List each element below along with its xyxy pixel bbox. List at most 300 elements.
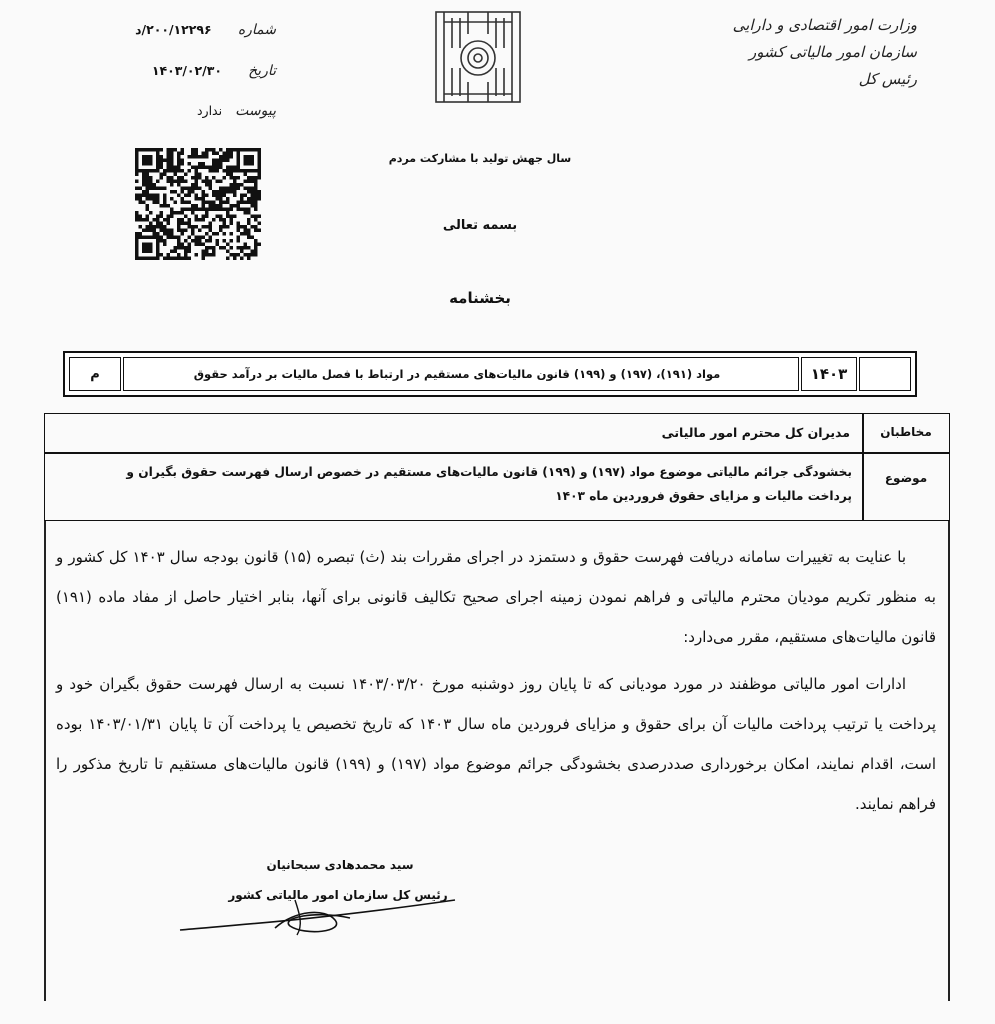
qr-module bbox=[188, 187, 192, 191]
qr-module bbox=[251, 201, 255, 205]
qr-module bbox=[205, 250, 209, 254]
qr-module bbox=[233, 257, 237, 261]
qr-module bbox=[254, 187, 258, 191]
qr-module bbox=[195, 253, 199, 257]
qr-module bbox=[135, 194, 139, 198]
qr-module bbox=[135, 215, 139, 219]
qr-module bbox=[170, 155, 174, 159]
qr-module bbox=[205, 215, 209, 219]
qr-module bbox=[163, 194, 167, 198]
qr-module bbox=[170, 152, 174, 156]
date-row bbox=[128, 63, 276, 79]
qr-module bbox=[184, 250, 188, 254]
qr-module bbox=[142, 176, 146, 180]
qr-module bbox=[177, 229, 181, 233]
qr-module bbox=[233, 169, 237, 173]
qr-module bbox=[212, 246, 216, 250]
qr-module bbox=[195, 187, 199, 191]
qr-module bbox=[139, 201, 143, 205]
qr-module bbox=[254, 208, 258, 212]
qr-module bbox=[212, 253, 216, 257]
qr-module bbox=[156, 197, 160, 201]
qr-module bbox=[237, 229, 241, 233]
qr-module bbox=[230, 215, 234, 219]
qr-module bbox=[135, 211, 139, 215]
qr-module bbox=[244, 243, 248, 247]
qr-module bbox=[202, 243, 206, 247]
qr-module bbox=[198, 236, 202, 240]
qr-module bbox=[212, 176, 216, 180]
qr-module bbox=[258, 229, 262, 233]
qr-module bbox=[212, 201, 216, 205]
qr-module bbox=[212, 152, 216, 156]
qr-module bbox=[153, 194, 157, 198]
qr-module bbox=[198, 243, 202, 247]
signatory-title: رئیس کل سازمان امور مالیاتی کشور bbox=[228, 888, 448, 902]
qr-module bbox=[233, 187, 237, 191]
qr-module bbox=[216, 194, 220, 198]
qr-module bbox=[216, 215, 220, 219]
qr-module bbox=[177, 243, 181, 247]
qr-module bbox=[230, 232, 234, 236]
qr-module bbox=[191, 190, 195, 194]
qr-module bbox=[198, 239, 202, 243]
ministry-name: وزارت امور اقتصادی و دارایی bbox=[732, 16, 917, 34]
qr-module bbox=[216, 166, 220, 170]
qr-module bbox=[191, 208, 195, 212]
qr-module bbox=[149, 194, 153, 198]
qr-module bbox=[205, 194, 209, 198]
qr-module bbox=[195, 225, 199, 229]
qr-module bbox=[202, 253, 206, 257]
qr-module bbox=[247, 190, 251, 194]
qr-module bbox=[160, 222, 164, 226]
qr-module bbox=[149, 183, 153, 187]
number-row bbox=[128, 22, 276, 38]
qr-module bbox=[184, 201, 188, 205]
qr-module bbox=[240, 250, 244, 254]
qr-module bbox=[160, 253, 164, 257]
qr-module bbox=[247, 229, 251, 233]
qr-module bbox=[209, 204, 213, 208]
qr-module bbox=[163, 197, 167, 201]
qr-module bbox=[247, 208, 251, 212]
qr-module bbox=[167, 236, 171, 240]
qr-module bbox=[254, 246, 258, 250]
qr-module bbox=[247, 257, 251, 261]
qr-module bbox=[219, 208, 223, 212]
qr-module bbox=[216, 169, 220, 173]
addressee-label: مخاطبان bbox=[880, 425, 932, 439]
qr-module bbox=[247, 201, 251, 205]
qr-module bbox=[254, 250, 258, 254]
qr-module bbox=[212, 194, 216, 198]
qr-module bbox=[223, 225, 227, 229]
qr-module bbox=[195, 239, 199, 243]
qr-module bbox=[177, 239, 181, 243]
qr-module bbox=[219, 225, 223, 229]
qr-module bbox=[251, 176, 255, 180]
qr-module bbox=[156, 225, 160, 229]
qr-module bbox=[219, 159, 223, 163]
qr-module bbox=[233, 253, 237, 257]
qr-module bbox=[195, 180, 199, 184]
qr-module bbox=[202, 208, 206, 212]
qr-module bbox=[181, 232, 185, 236]
qr-module bbox=[160, 229, 164, 233]
qr-module bbox=[139, 194, 143, 198]
qr-module bbox=[195, 183, 199, 187]
qr-module bbox=[149, 197, 153, 201]
office-name: رئیس کل bbox=[858, 70, 917, 88]
qr-module bbox=[240, 201, 244, 205]
qr-module bbox=[205, 183, 209, 187]
qr-module bbox=[177, 169, 181, 173]
qr-module bbox=[223, 201, 227, 205]
qr-module bbox=[223, 169, 227, 173]
qr-module bbox=[198, 162, 202, 166]
qr-module bbox=[163, 218, 167, 222]
qr-module bbox=[212, 204, 216, 208]
qr-module bbox=[188, 155, 192, 159]
qr-module bbox=[233, 183, 237, 187]
qr-module bbox=[205, 152, 209, 156]
qr-module bbox=[254, 215, 258, 219]
qr-module bbox=[226, 208, 230, 212]
qr-module bbox=[202, 180, 206, 184]
qr-module bbox=[184, 208, 188, 212]
qr-module bbox=[254, 183, 258, 187]
qr-module bbox=[160, 204, 164, 208]
qr-module bbox=[251, 225, 255, 229]
qr-module bbox=[174, 236, 178, 240]
qr-module bbox=[219, 246, 223, 250]
qr-module bbox=[230, 155, 234, 159]
qr-module bbox=[244, 194, 248, 198]
qr-module bbox=[174, 166, 178, 170]
qr-module bbox=[135, 232, 139, 236]
qr-module bbox=[254, 180, 258, 184]
qr-module bbox=[163, 169, 167, 173]
qr-module bbox=[247, 197, 251, 201]
qr-module bbox=[146, 180, 150, 184]
qr-module bbox=[237, 246, 241, 250]
qr-module bbox=[163, 232, 167, 236]
qr-module bbox=[163, 229, 167, 233]
qr-module bbox=[209, 208, 213, 212]
qr-module bbox=[244, 246, 248, 250]
qr-module bbox=[163, 173, 167, 177]
qr-module bbox=[188, 190, 192, 194]
qr-module bbox=[142, 190, 146, 194]
qr-module bbox=[181, 169, 185, 173]
qr-module bbox=[153, 197, 157, 201]
qr-module bbox=[149, 222, 153, 226]
qr-module bbox=[198, 218, 202, 222]
qr-module bbox=[163, 187, 167, 191]
qr-module bbox=[209, 222, 213, 226]
qr-module bbox=[167, 166, 171, 170]
qr-module bbox=[149, 225, 153, 229]
qr-module bbox=[216, 190, 220, 194]
qr-module bbox=[153, 187, 157, 191]
qr-module bbox=[244, 201, 248, 205]
qr-module bbox=[202, 236, 206, 240]
qr-module bbox=[146, 215, 150, 219]
qr-module bbox=[209, 246, 213, 250]
qr-module bbox=[177, 152, 181, 156]
qr-module bbox=[177, 183, 181, 187]
qr-module bbox=[216, 243, 220, 247]
qr-module bbox=[223, 159, 227, 163]
reference-code: م bbox=[69, 357, 121, 391]
reference-subject bbox=[123, 357, 799, 391]
qr-module bbox=[149, 176, 153, 180]
qr-module bbox=[230, 183, 234, 187]
qr-module bbox=[251, 197, 255, 201]
qr-module bbox=[240, 246, 244, 250]
qr-module bbox=[237, 201, 241, 205]
qr-module bbox=[177, 257, 181, 261]
qr-module bbox=[139, 215, 143, 219]
qr-module bbox=[167, 148, 171, 152]
qr-module bbox=[167, 180, 171, 184]
qr-module bbox=[174, 180, 178, 184]
qr-module bbox=[167, 229, 171, 233]
qr-module bbox=[174, 250, 178, 254]
qr-module bbox=[230, 253, 234, 257]
qr-module bbox=[188, 201, 192, 205]
qr-module bbox=[244, 211, 248, 215]
qr-module bbox=[142, 180, 146, 184]
qr-module bbox=[209, 201, 213, 205]
qr-module bbox=[177, 211, 181, 215]
qr-module bbox=[160, 159, 164, 163]
qr-module bbox=[181, 229, 185, 233]
frame-border-left bbox=[44, 521, 46, 1001]
qr-module bbox=[247, 222, 251, 226]
qr-module bbox=[139, 232, 143, 236]
qr-module bbox=[181, 162, 185, 166]
qr-module bbox=[205, 239, 209, 243]
qr-module bbox=[216, 232, 220, 236]
qr-module bbox=[258, 173, 262, 177]
qr-module bbox=[167, 257, 171, 261]
attachment-row bbox=[128, 103, 276, 119]
qr-module bbox=[167, 152, 171, 156]
qr-module bbox=[167, 218, 171, 222]
qr-module bbox=[251, 250, 255, 254]
qr-module bbox=[135, 180, 139, 184]
qr-module bbox=[205, 180, 209, 184]
qr-module bbox=[170, 236, 174, 240]
qr-module bbox=[160, 148, 164, 152]
qr-module bbox=[163, 201, 167, 205]
qr-module bbox=[230, 176, 234, 180]
qr-module bbox=[205, 246, 209, 250]
qr-module bbox=[247, 176, 251, 180]
qr-module bbox=[142, 218, 146, 222]
qr-module bbox=[177, 246, 181, 250]
qr-module bbox=[195, 208, 199, 212]
qr-module bbox=[184, 239, 188, 243]
qr-module bbox=[170, 257, 174, 261]
qr-module bbox=[195, 166, 199, 170]
table-divider-horizontal bbox=[44, 452, 950, 454]
qr-finder bbox=[142, 155, 153, 166]
qr-module bbox=[160, 173, 164, 177]
qr-module bbox=[226, 190, 230, 194]
qr-module bbox=[216, 162, 220, 166]
qr-module bbox=[223, 232, 227, 236]
qr-module bbox=[251, 236, 255, 240]
qr-module bbox=[160, 236, 164, 240]
qr-module bbox=[226, 211, 230, 215]
qr-module bbox=[202, 166, 206, 170]
qr-module bbox=[202, 155, 206, 159]
qr-module bbox=[195, 169, 199, 173]
qr-module bbox=[167, 162, 171, 166]
qr-module bbox=[223, 218, 227, 222]
qr-module bbox=[251, 204, 255, 208]
qr-module bbox=[230, 222, 234, 226]
qr-module bbox=[149, 187, 153, 191]
qr-module bbox=[191, 183, 195, 187]
qr-module bbox=[209, 229, 213, 233]
qr-module bbox=[146, 229, 150, 233]
qr-module bbox=[188, 257, 192, 261]
qr-module bbox=[170, 250, 174, 254]
qr-module bbox=[156, 232, 160, 236]
qr-module bbox=[191, 152, 195, 156]
qr-module bbox=[191, 155, 195, 159]
qr-module bbox=[184, 246, 188, 250]
qr-module bbox=[212, 169, 216, 173]
qr-module bbox=[156, 201, 160, 205]
table-divider-vertical bbox=[862, 413, 864, 521]
qr-module bbox=[146, 218, 150, 222]
addressee-value: مدیران کل محترم امور مالیاتی bbox=[661, 425, 850, 440]
qr-module bbox=[195, 236, 199, 240]
qr-module bbox=[216, 180, 220, 184]
qr-module bbox=[142, 183, 146, 187]
qr-module bbox=[177, 176, 181, 180]
qr-module bbox=[177, 180, 181, 184]
qr-module bbox=[181, 190, 185, 194]
qr-module bbox=[188, 162, 192, 166]
qr-module bbox=[223, 155, 227, 159]
qr-module bbox=[139, 187, 143, 191]
qr-module bbox=[244, 187, 248, 191]
qr-module bbox=[258, 215, 262, 219]
qr-module bbox=[167, 155, 171, 159]
qr-module bbox=[167, 159, 171, 163]
ministry-block bbox=[717, 12, 917, 93]
qr-module bbox=[216, 208, 220, 212]
qr-module bbox=[170, 176, 174, 180]
qr-module bbox=[167, 176, 171, 180]
qr-module bbox=[146, 208, 150, 212]
qr-module bbox=[223, 246, 227, 250]
qr-module bbox=[226, 148, 230, 152]
qr-module bbox=[216, 204, 220, 208]
qr-module bbox=[167, 169, 171, 173]
qr-module bbox=[156, 194, 160, 198]
qr-module bbox=[254, 253, 258, 257]
qr-module bbox=[230, 173, 234, 177]
qr-module bbox=[240, 197, 244, 201]
qr-module bbox=[177, 166, 181, 170]
qr-module bbox=[219, 194, 223, 198]
qr-module bbox=[209, 148, 213, 152]
qr-module bbox=[163, 204, 167, 208]
besmeh-taala: بسمه تعالی bbox=[442, 218, 518, 233]
attachment-value: ندارد bbox=[196, 103, 223, 118]
qr-module bbox=[219, 204, 223, 208]
qr-module bbox=[174, 211, 178, 215]
qr-module bbox=[205, 232, 209, 236]
qr-module bbox=[170, 197, 174, 201]
qr-module bbox=[156, 215, 160, 219]
qr-module bbox=[181, 180, 185, 184]
qr-module bbox=[202, 204, 206, 208]
qr-module bbox=[212, 159, 216, 163]
qr-module bbox=[216, 159, 220, 163]
qr-module bbox=[247, 232, 251, 236]
qr-module bbox=[184, 229, 188, 233]
qr-module bbox=[191, 148, 195, 152]
qr-module bbox=[198, 176, 202, 180]
qr-module bbox=[230, 169, 234, 173]
qr-module bbox=[219, 218, 223, 222]
qr-module bbox=[174, 169, 178, 173]
qr-module bbox=[181, 246, 185, 250]
qr-module bbox=[209, 166, 213, 170]
qr-module bbox=[135, 197, 139, 201]
qr-module bbox=[198, 155, 202, 159]
qr-module bbox=[181, 211, 185, 215]
qr-module bbox=[174, 201, 178, 205]
qr-module bbox=[198, 208, 202, 212]
qr-module bbox=[174, 173, 178, 177]
qr-module bbox=[202, 197, 206, 201]
qr-module bbox=[167, 232, 171, 236]
qr-module bbox=[237, 176, 241, 180]
qr-module bbox=[226, 155, 230, 159]
number-label: شماره bbox=[237, 22, 276, 38]
qr-module bbox=[146, 197, 150, 201]
qr-module bbox=[226, 215, 230, 219]
qr-module bbox=[160, 166, 164, 170]
qr-module bbox=[170, 180, 174, 184]
qr-module bbox=[170, 232, 174, 236]
qr-module bbox=[205, 155, 209, 159]
qr-module bbox=[205, 253, 209, 257]
qr-module bbox=[254, 201, 258, 205]
qr-module bbox=[188, 218, 192, 222]
qr-module bbox=[219, 215, 223, 219]
qr-module bbox=[170, 215, 174, 219]
qr-module bbox=[209, 253, 213, 257]
qr-module bbox=[251, 215, 255, 219]
qr-module bbox=[191, 239, 195, 243]
qr-module bbox=[247, 187, 251, 191]
qr-module bbox=[237, 222, 241, 226]
qr-module bbox=[170, 169, 174, 173]
qr-module bbox=[226, 152, 230, 156]
date-label: تاریخ bbox=[248, 63, 276, 79]
qr-module bbox=[160, 155, 164, 159]
